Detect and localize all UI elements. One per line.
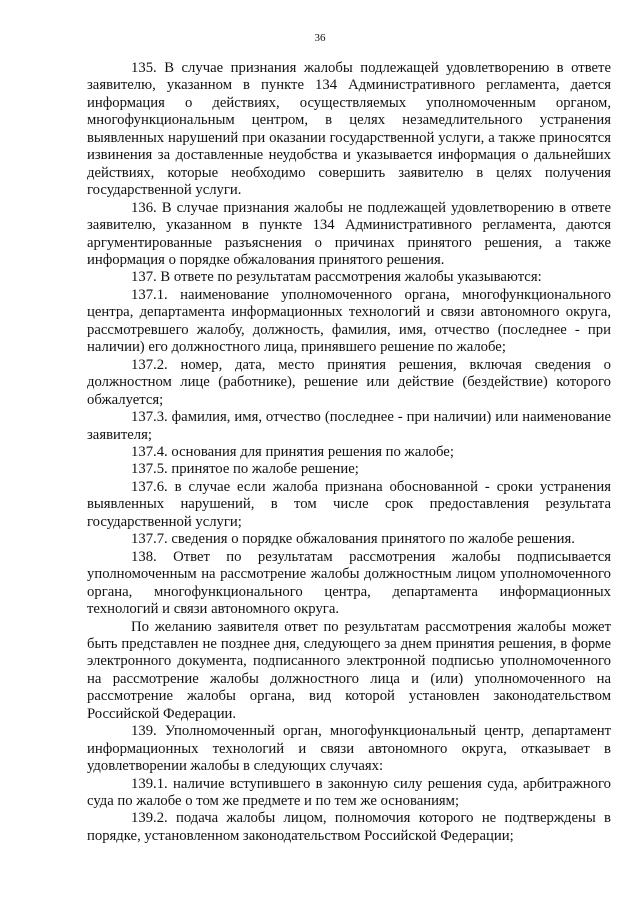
document-body	[87, 60, 611, 845]
paragraph-137-3: 137.3. фамилия, имя, отчество (последнее - при наличии) или наименование заявителя;	[87, 409, 611, 443]
paragraph-136: 136. В случае признания жалобы не подлежащей удовлетворению в ответе заявителю, указанном в пункте 134 Административного регламента, даются аргументированные разъяснения о причинах принятого решения, а также информация о порядке обжалования принятого решения.	[87, 199, 611, 268]
paragraph-137-5: 137.5. принятое по жалобе решение;	[131, 461, 359, 478]
paragraph-137-7: 137.7. сведения о порядке обжалования принятого по жалобе решения.	[131, 531, 575, 548]
paragraph-137-4: 137.4. основания для принятия решения по жалобе;	[131, 443, 454, 460]
paragraph-139: 139. Уполномоченный орган, многофункциональный центр, департамент информационных технологий и связи автономного округа, отказывает в удовлетворении жалобы в следующих случаях:	[87, 723, 611, 775]
paragraph-135: 135. В случае признания жалобы подлежащей удовлетворению в ответе заявителю, указанном в пункте 134 Административного регламента, дается информация о действиях, осуществляемых уполномоченным органом, многофункциональным центром, в целях незамедлительного устранения выявленных нарушений при оказании государственной услуги, а также приносятся извинения за доставленные неудобства и указывается информация о дальнейших действиях, которые необходимо совершить заявителю в целях получения государственной услуги.	[87, 60, 611, 199]
paragraph-138: 138. Ответ по результатам рассмотрения жалобы подписывается уполномоченным на рассмотрение жалобы должностным лицом уполномоченного органа, многофункционального центра, департамента информационных технологий и связи автономного округа.	[87, 548, 611, 618]
paragraph-137-1: 137.1. наименование уполномоченного органа, многофункционального центра, департамента информационных технологий и связи автономного округа, рассмотревшего жалобу, должность, фамилия, имя, отчество (последнее - при наличии) его должностного лица, принявшего решение по жалобе;	[87, 286, 611, 356]
paragraph-139-2: 139.2. подача жалобы лицом, полномочия которого не подтверждены в порядке, установленном законодательством Российской Федерации;	[87, 810, 611, 844]
paragraph-137: 137. В ответе по результатам рассмотрения жалобы указываются:	[131, 269, 542, 286]
paragraph-137-2: 137.2. номер, дата, место принятия решения, включая сведения о должностном лице (работнике), решение или действие (бездействие) которого обжалуется;	[87, 356, 611, 408]
paragraph-137-6: 137.6. в случае если жалоба признана обоснованной - сроки устранения выявленных нарушений, в том числе срок предоставления результата государственной услуги;	[87, 478, 611, 530]
paragraph-139-1: 139.1. наличие вступившего в законную силу решения суда, арбитражного суда по жалобе о том же предмете и по тем же основаниям;	[87, 775, 611, 810]
page-number: 36	[314, 32, 326, 44]
paragraph-138-electronic-response: По желанию заявителя ответ по результатам рассмотрения жалобы может быть представлен не позднее дня, следующего за днем принятия решения, в форме электронного документа, подписанного электронной подписью уполномоченного на рассмотрение жалобы должностного лица и (или) уполномоченного на рассмотрение жалобы органа, вид которой установлен законодательством Российской Федерации.	[87, 618, 611, 722]
